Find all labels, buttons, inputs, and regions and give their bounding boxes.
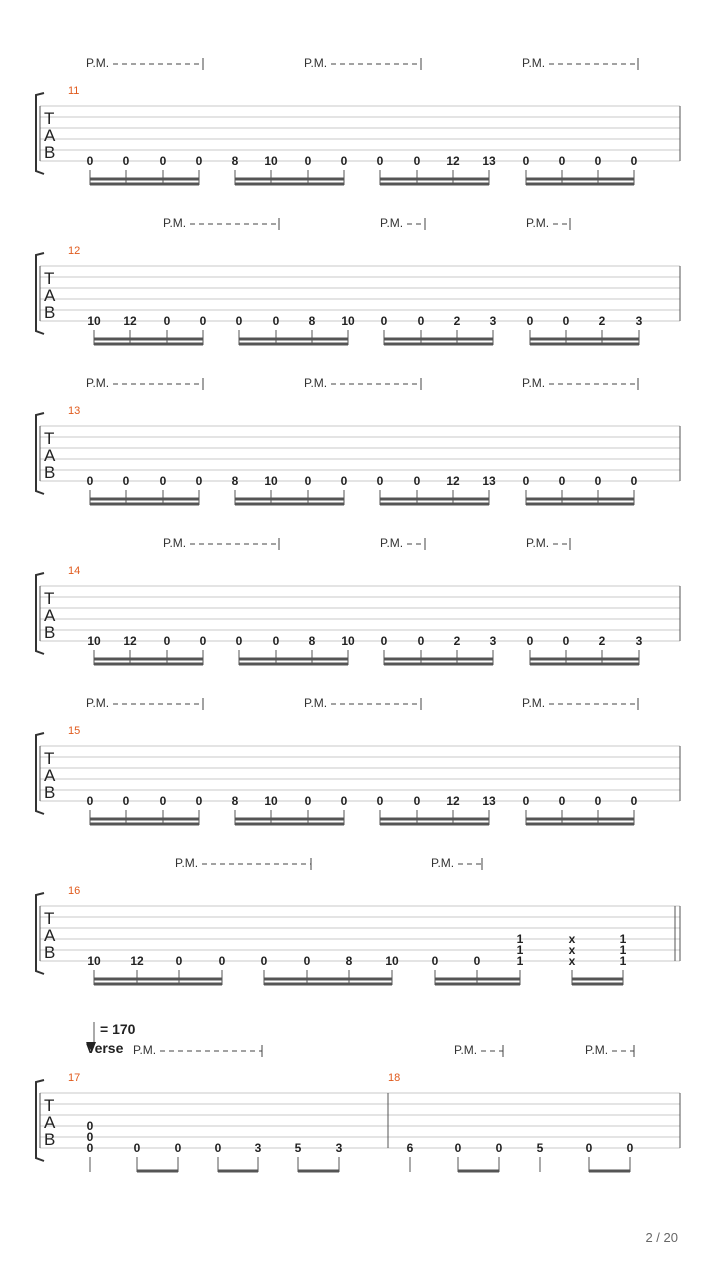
fret-number: 0: [376, 154, 384, 168]
page-number: 2 / 20: [645, 1230, 678, 1245]
tab-clef-letter: T: [44, 269, 55, 288]
palm-mute-label: P.M.: [522, 696, 546, 710]
fret-number: 0: [199, 314, 207, 328]
tab-clef-letter: T: [44, 1096, 55, 1115]
fret-number: 13: [482, 794, 496, 808]
fret-number: 0: [86, 1130, 94, 1144]
tempo-marking: = 170: [100, 1021, 136, 1037]
fret-number: 0: [495, 1141, 503, 1155]
fret-number: 10: [87, 634, 101, 648]
fret-number: x: [568, 943, 576, 957]
fret-number: 0: [454, 1141, 462, 1155]
fret-number: 0: [380, 634, 388, 648]
fret-number: 0: [304, 794, 312, 808]
fret-number: 12: [123, 634, 137, 648]
fret-number: 10: [341, 314, 355, 328]
fret-number: 5: [294, 1141, 302, 1155]
fret-number: 0: [122, 154, 130, 168]
fret-number: 0: [260, 954, 268, 968]
fret-number: 12: [446, 794, 460, 808]
tab-clef-letter: T: [44, 909, 55, 928]
fret-number: 8: [231, 474, 239, 488]
fret-number: 0: [594, 154, 602, 168]
fret-number: 1: [516, 943, 524, 957]
fret-number: 2: [598, 634, 606, 648]
fret-number: 0: [340, 794, 348, 808]
fret-number: 0: [413, 474, 421, 488]
fret-number: 0: [626, 1141, 634, 1155]
fret-number: 8: [345, 954, 353, 968]
palm-mute-label: P.M.: [304, 696, 328, 710]
fret-number: 3: [489, 314, 497, 328]
palm-mute-label: P.M.: [431, 856, 455, 870]
fret-number: 5: [536, 1141, 544, 1155]
tab-clef-letter: B: [44, 783, 56, 802]
tab-clef-letter: T: [44, 429, 55, 448]
fret-number: 0: [558, 794, 566, 808]
fret-number: 10: [87, 314, 101, 328]
tab-clef-letter: A: [44, 926, 56, 945]
fret-number: 0: [86, 474, 94, 488]
fret-number: 0: [86, 154, 94, 168]
fret-number: 1: [516, 932, 524, 946]
fret-number: 0: [417, 634, 425, 648]
fret-number: 12: [130, 954, 144, 968]
fret-number: 10: [385, 954, 399, 968]
palm-mute-label: P.M.: [380, 536, 404, 550]
fret-number: 0: [526, 634, 534, 648]
palm-mute-label: P.M.: [304, 376, 328, 390]
fret-number: 0: [303, 954, 311, 968]
fret-number: 8: [231, 154, 239, 168]
fret-number: 8: [308, 634, 316, 648]
fret-number: 0: [431, 954, 439, 968]
palm-mute-label: P.M.: [585, 1043, 609, 1057]
palm-mute-label: P.M.: [175, 856, 199, 870]
palm-mute-label: P.M.: [522, 56, 546, 70]
fret-number: 0: [195, 474, 203, 488]
palm-mute-label: P.M.: [304, 56, 328, 70]
fret-number: 10: [87, 954, 101, 968]
measure-number: 16: [68, 885, 81, 897]
tab-clef-letter: B: [44, 1130, 56, 1149]
tab-clef-letter: B: [44, 623, 56, 642]
palm-mute-label: P.M.: [526, 216, 550, 230]
fret-number: 1: [619, 932, 627, 946]
fret-number: 2: [453, 634, 461, 648]
fret-number: 0: [133, 1141, 141, 1155]
palm-mute-label: P.M.: [86, 696, 110, 710]
fret-number: x: [568, 932, 576, 946]
fret-number: 2: [453, 314, 461, 328]
fret-number: 0: [163, 314, 171, 328]
fret-number: 1: [619, 954, 627, 968]
fret-number: 0: [86, 794, 94, 808]
fret-number: 0: [199, 634, 207, 648]
fret-number: 1: [516, 954, 524, 968]
measure-number: 11: [68, 85, 80, 97]
measure-number: 13: [68, 405, 81, 417]
fret-number: 0: [235, 314, 243, 328]
tab-clef-letter: T: [44, 589, 55, 608]
tab-clef-letter: B: [44, 943, 56, 962]
fret-number: 0: [376, 794, 384, 808]
fret-number: 12: [123, 314, 137, 328]
fret-number: 0: [630, 474, 638, 488]
measure-number: 15: [68, 725, 81, 737]
palm-mute-label: P.M.: [133, 1043, 157, 1057]
fret-number: 2: [598, 314, 606, 328]
palm-mute-label: P.M.: [86, 376, 110, 390]
fret-number: 0: [195, 154, 203, 168]
fret-number: 0: [304, 474, 312, 488]
fret-number: 0: [174, 1141, 182, 1155]
fret-number: 12: [446, 474, 460, 488]
fret-number: 0: [558, 154, 566, 168]
tab-clef-letter: B: [44, 143, 56, 162]
fret-number: 0: [522, 794, 530, 808]
fret-number: 0: [562, 634, 570, 648]
fret-number: 0: [522, 154, 530, 168]
fret-number: x: [568, 954, 576, 968]
measure-number: 12: [68, 245, 81, 257]
fret-number: 0: [214, 1141, 222, 1155]
fret-number: 10: [264, 154, 278, 168]
fret-number: 12: [446, 154, 460, 168]
fret-number: 0: [272, 634, 280, 648]
fret-number: 0: [195, 794, 203, 808]
fret-number: 0: [272, 314, 280, 328]
fret-number: 0: [340, 154, 348, 168]
fret-number: 0: [122, 794, 130, 808]
fret-number: 0: [304, 154, 312, 168]
fret-number: 0: [473, 954, 481, 968]
fret-number: 0: [86, 1119, 94, 1133]
fret-number: 6: [406, 1141, 414, 1155]
fret-number: 8: [231, 794, 239, 808]
fret-number: 0: [159, 474, 167, 488]
fret-number: 0: [340, 474, 348, 488]
fret-number: 0: [159, 794, 167, 808]
fret-number: 0: [522, 474, 530, 488]
fret-number: 0: [380, 314, 388, 328]
fret-number: 0: [594, 474, 602, 488]
fret-number: 0: [558, 474, 566, 488]
fret-number: 0: [376, 474, 384, 488]
tab-clef-letter: A: [44, 1113, 56, 1132]
fret-number: 0: [630, 154, 638, 168]
fret-number: 3: [489, 634, 497, 648]
fret-number: 1: [619, 943, 627, 957]
tab-clef-letter: B: [44, 303, 56, 322]
tab-clef-letter: A: [44, 446, 56, 465]
palm-mute-label: P.M.: [380, 216, 404, 230]
fret-number: 0: [594, 794, 602, 808]
tab-clef-letter: A: [44, 126, 56, 145]
fret-number: 10: [341, 634, 355, 648]
palm-mute-label: P.M.: [163, 216, 187, 230]
fret-number: 3: [335, 1141, 343, 1155]
fret-number: 0: [413, 794, 421, 808]
fret-number: 0: [526, 314, 534, 328]
fret-number: 0: [122, 474, 130, 488]
measure-number: 14: [68, 565, 81, 577]
fret-number: 0: [175, 954, 183, 968]
fret-number: 8: [308, 314, 316, 328]
tab-clef-letter: A: [44, 606, 56, 625]
fret-number: 10: [264, 474, 278, 488]
tab-clef-letter: A: [44, 286, 56, 305]
fret-number: 0: [159, 154, 167, 168]
fret-number: 0: [417, 314, 425, 328]
palm-mute-label: P.M.: [454, 1043, 478, 1057]
measure-number: 17: [68, 1072, 81, 1084]
tab-clef-letter: A: [44, 766, 56, 785]
fret-number: 0: [413, 154, 421, 168]
fret-number: 0: [585, 1141, 593, 1155]
tab-clef-letter: T: [44, 109, 55, 128]
fret-number: 0: [218, 954, 226, 968]
tab-clef-letter: B: [44, 463, 56, 482]
fret-number: 0: [630, 794, 638, 808]
tab-clef-letter: T: [44, 749, 55, 768]
fret-number: 0: [235, 634, 243, 648]
section-label: Verse: [86, 1040, 124, 1056]
fret-number: 10: [264, 794, 278, 808]
fret-number: 0: [562, 314, 570, 328]
fret-number: 0: [163, 634, 171, 648]
fret-number: 13: [482, 474, 496, 488]
palm-mute-label: P.M.: [86, 56, 110, 70]
fret-number: 3: [254, 1141, 262, 1155]
palm-mute-label: P.M.: [522, 376, 546, 390]
fret-number: 13: [482, 154, 496, 168]
palm-mute-label: P.M.: [526, 536, 550, 550]
fret-number: 3: [635, 314, 643, 328]
palm-mute-label: P.M.: [163, 536, 187, 550]
measure-number: 18: [388, 1072, 401, 1084]
fret-number: 0: [86, 1141, 94, 1155]
fret-number: 3: [635, 634, 643, 648]
